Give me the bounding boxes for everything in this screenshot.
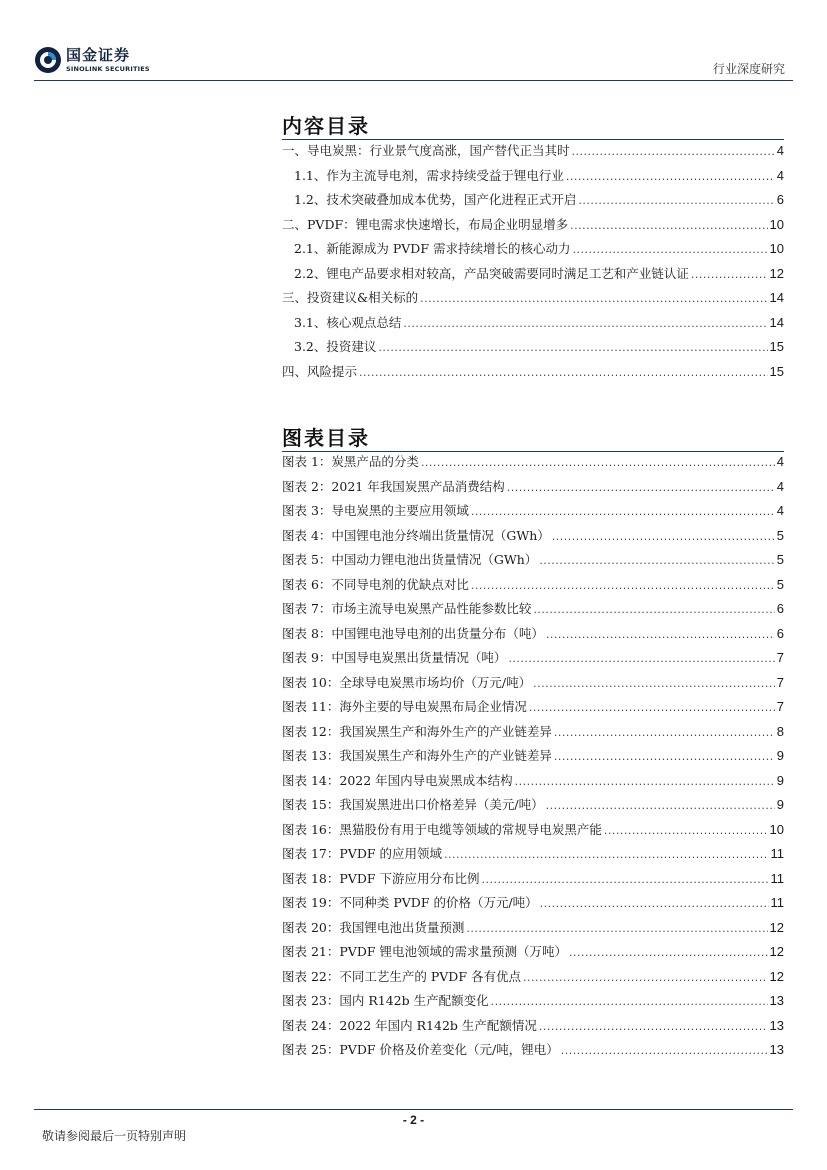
figures-entry-page: 5 xyxy=(776,576,784,592)
figures-entry-label: 图表 7：市场主流导电炭黑产品性能参数比较 xyxy=(282,601,532,616)
page-header xyxy=(0,0,827,90)
figures-entry-page: 9 xyxy=(776,797,784,812)
figures-entry-label: 图表 23：国内 R142b 生产配额变化 xyxy=(282,993,489,1008)
figures-entry-page: 6 xyxy=(776,625,784,641)
figures-entry-label: 图表 2：2021 年我国炭黑产品消费结构 xyxy=(282,478,505,494)
figures-entry-page: 7 xyxy=(776,699,784,714)
contents-entry-page: 15 xyxy=(769,363,784,379)
leader-dots xyxy=(570,219,767,232)
figures-entry[interactable] xyxy=(282,526,784,551)
footer-divider xyxy=(34,1109,793,1110)
figures-entry-label: 图表 8：中国锂电池导电剂的出货量分布（吨） xyxy=(282,625,544,641)
leader-dots xyxy=(515,775,775,788)
brand-logo xyxy=(34,46,150,74)
leader-dots xyxy=(540,897,769,910)
leader-dots xyxy=(533,677,775,690)
figures-entry-page: 11 xyxy=(770,895,784,910)
figures-entry[interactable] xyxy=(282,771,784,796)
figures-entry-label: 图表 3：导电炭黑的主要应用领域 xyxy=(282,503,469,518)
contents-entry[interactable] xyxy=(282,362,784,387)
footer-disclaimer: 敬请参阅最后一页特别声明 xyxy=(42,1129,187,1143)
figures-entry[interactable] xyxy=(282,746,784,771)
contents-entry-page: 10 xyxy=(769,216,784,232)
contents-entry-page: 15 xyxy=(769,339,784,354)
leader-dots xyxy=(569,946,768,959)
figures-entry-label: 图表 11：海外主要的导电炭黑布局企业情况 xyxy=(282,699,527,714)
figures-entry-page: 7 xyxy=(776,674,784,690)
leader-dots xyxy=(566,170,775,183)
figures-entry-label: 图表 25：PVDF 价格及价差变化（元/吨，锂电） xyxy=(282,1042,559,1057)
contents-title-divider xyxy=(282,139,784,140)
figures-entry-page: 9 xyxy=(776,748,784,763)
figures-entry-page: 12 xyxy=(769,919,784,935)
figures-entry-label: 图表 22：不同工艺生产的 PVDF 各有优点 xyxy=(282,968,521,984)
figures-entry-label: 图表 5：中国动力锂电池出货量情况（GWh） xyxy=(282,552,538,567)
figures-entry-label: 图表 12：我国炭黑生产和海外生产的产业链差异 xyxy=(282,723,552,739)
figures-entry[interactable] xyxy=(282,624,784,649)
figures-entry-label: 图表 10：全球导电炭黑市场均价（万元/吨） xyxy=(282,674,532,690)
figures-entry-page: 4 xyxy=(776,454,784,469)
contents-entry-page: 4 xyxy=(776,143,784,158)
contents-entry-page: 12 xyxy=(769,265,784,281)
contents-entry-page: 4 xyxy=(776,167,784,183)
leader-dots xyxy=(378,341,767,354)
figures-entry-page: 8 xyxy=(776,723,784,739)
figures-list xyxy=(282,452,784,1065)
figures-entry[interactable] xyxy=(282,893,784,918)
figures-entry-page: 11 xyxy=(770,846,784,861)
contents-entry[interactable] xyxy=(282,337,784,362)
contents-entry[interactable] xyxy=(282,288,784,313)
page-number: - 2 - xyxy=(402,1113,425,1127)
contents-entry-label: 三、投资建议&相关标的 xyxy=(282,290,419,305)
leader-dots xyxy=(444,848,769,861)
figures-entry-page: 12 xyxy=(769,944,784,959)
leader-dots xyxy=(421,456,775,469)
leader-dots xyxy=(572,145,775,158)
contents-entry[interactable] xyxy=(282,264,784,289)
leader-dots xyxy=(508,652,774,665)
figures-entry-page: 4 xyxy=(776,478,784,494)
figures-entry[interactable] xyxy=(282,1016,784,1041)
figures-entry[interactable] xyxy=(282,501,784,526)
figures-entry[interactable] xyxy=(282,673,784,698)
figures-entry-page: 10 xyxy=(769,821,784,837)
figures-entry-page: 13 xyxy=(769,1042,784,1057)
contents-list xyxy=(282,141,784,386)
figures-entry-page: 11 xyxy=(770,870,784,886)
contents-entry-page: 14 xyxy=(769,314,784,330)
figures-entry[interactable] xyxy=(282,1040,784,1065)
leader-dots xyxy=(471,579,775,592)
contents-entry[interactable] xyxy=(282,239,784,264)
contents-entry-label: 1.1、作为主流导电剂，需求持续受益于锂电行业 xyxy=(294,167,564,183)
figures-title: 图表目录 xyxy=(282,426,370,450)
figures-entry-page: 12 xyxy=(769,968,784,984)
figures-entry-label: 图表 17：PVDF 的应用领域 xyxy=(282,846,442,861)
leader-dots xyxy=(578,194,774,207)
leader-dots xyxy=(572,243,767,256)
leader-dots xyxy=(466,922,767,935)
figures-entry-label: 图表 9：中国导电炭黑出货量情况（吨） xyxy=(282,650,507,665)
report-type-label: 行业深度研究 xyxy=(712,62,785,76)
contents-entry[interactable] xyxy=(282,313,784,338)
figures-entry[interactable] xyxy=(282,722,784,747)
logo-chinese-name: 国金证券 xyxy=(66,45,131,64)
contents-entry[interactable] xyxy=(282,141,784,166)
leader-dots xyxy=(533,603,774,616)
figures-entry-page: 9 xyxy=(776,772,784,788)
figures-entry[interactable] xyxy=(282,550,784,575)
figures-entry-label: 图表 18：PVDF 下游应用分布比例 xyxy=(282,870,480,886)
figures-entry[interactable] xyxy=(282,795,784,820)
leader-dots xyxy=(420,292,767,305)
contents-entry[interactable] xyxy=(282,215,784,240)
contents-entry-label: 3.1、核心观点总结 xyxy=(294,314,402,330)
sinolink-logo-icon xyxy=(34,46,62,74)
figures-entry-label: 图表 1：炭黑产品的分类 xyxy=(282,454,419,469)
contents-entry-page: 10 xyxy=(769,241,784,256)
contents-entry[interactable] xyxy=(282,166,784,191)
figures-entry-page: 13 xyxy=(769,993,784,1008)
figures-entry[interactable] xyxy=(282,869,784,894)
contents-entry-page: 14 xyxy=(769,290,784,305)
figures-entry-label: 图表 21：PVDF 锂电池领域的需求量预测（万吨） xyxy=(282,944,567,959)
figures-entry-page: 13 xyxy=(769,1017,784,1033)
leader-dots xyxy=(539,554,774,567)
leader-dots xyxy=(554,726,775,739)
contents-entry-label: 2.1、新能源成为 PVDF 需求持续增长的核心动力 xyxy=(294,241,571,256)
leader-dots xyxy=(359,366,768,379)
figures-entry-label: 图表 6：不同导电剂的优缺点对比 xyxy=(282,576,469,592)
leader-dots xyxy=(471,505,775,518)
leader-dots xyxy=(691,268,768,281)
figures-entry[interactable] xyxy=(282,697,784,722)
figures-entry-page: 6 xyxy=(776,601,784,616)
figures-entry[interactable] xyxy=(282,599,784,624)
contents-entry-label: 四、风险提示 xyxy=(282,363,358,379)
figures-entry-page: 5 xyxy=(776,527,784,543)
header-divider xyxy=(34,80,793,81)
logo-english-name: SINOLINK SECURITIES xyxy=(66,64,150,73)
leader-dots xyxy=(539,1020,768,1033)
figures-entry[interactable] xyxy=(282,991,784,1016)
leader-dots xyxy=(507,481,775,494)
figures-entry[interactable] xyxy=(282,648,784,673)
contents-entry-label: 3.2、投资建议 xyxy=(294,339,377,354)
figures-entry-label: 图表 20：我国锂电池出货量预测 xyxy=(282,919,465,935)
figures-entry-label: 图表 24：2022 年国内 R142b 生产配额情况 xyxy=(282,1017,537,1033)
figures-entry[interactable] xyxy=(282,452,784,477)
leader-dots xyxy=(554,750,775,763)
figures-entry-label: 图表 19：不同种类 PVDF 的价格（万元/吨） xyxy=(282,895,538,910)
figures-entry-label: 图表 15：我国炭黑进出口价格差异（美元/吨） xyxy=(282,797,544,812)
leader-dots xyxy=(546,799,775,812)
leader-dots xyxy=(546,628,775,641)
contents-entry-label: 2.2、锂电产品要求相对较高，产品突破需要同时满足工艺和产业链认证 xyxy=(294,265,689,281)
leader-dots xyxy=(561,1044,768,1057)
contents-entry-label: 一、导电炭黑：行业景气度高涨，国产替代正当其时 xyxy=(282,143,570,158)
figures-entry-page: 7 xyxy=(776,650,784,665)
figures-entry-page: 4 xyxy=(776,503,784,518)
figures-entry-label: 图表 4：中国锂电池分终端出货量情况（GWh） xyxy=(282,527,550,543)
figures-entry[interactable] xyxy=(282,477,784,502)
figures-entry[interactable] xyxy=(282,967,784,992)
figures-entry[interactable] xyxy=(282,942,784,967)
figures-entry-label: 图表 13：我国炭黑生产和海外生产的产业链差异 xyxy=(282,748,552,763)
figures-entry[interactable] xyxy=(282,844,784,869)
leader-dots xyxy=(403,317,767,330)
leader-dots xyxy=(604,824,768,837)
leader-dots xyxy=(523,971,768,984)
leader-dots xyxy=(491,995,768,1008)
contents-entry-label: 二、PVDF：锂电需求快速增长，布局企业明显增多 xyxy=(282,216,569,232)
leader-dots xyxy=(552,530,775,543)
figures-entry[interactable] xyxy=(282,918,784,943)
figures-entry-page: 5 xyxy=(776,552,784,567)
contents-entry-page: 6 xyxy=(776,192,784,207)
leader-dots xyxy=(482,873,769,886)
figures-entry[interactable] xyxy=(282,575,784,600)
contents-entry-label: 1.2、技术突破叠加成本优势，国产化进程正式开启 xyxy=(294,192,577,207)
figures-entry-label: 图表 16：黑猫股份有用于电缆等领域的常规导电炭黑产能 xyxy=(282,821,602,837)
figures-entry[interactable] xyxy=(282,820,784,845)
contents-title: 内容目录 xyxy=(282,114,370,138)
figures-entry-label: 图表 14：2022 年国内导电炭黑成本结构 xyxy=(282,772,513,788)
leader-dots xyxy=(529,701,775,714)
contents-entry[interactable] xyxy=(282,190,784,215)
